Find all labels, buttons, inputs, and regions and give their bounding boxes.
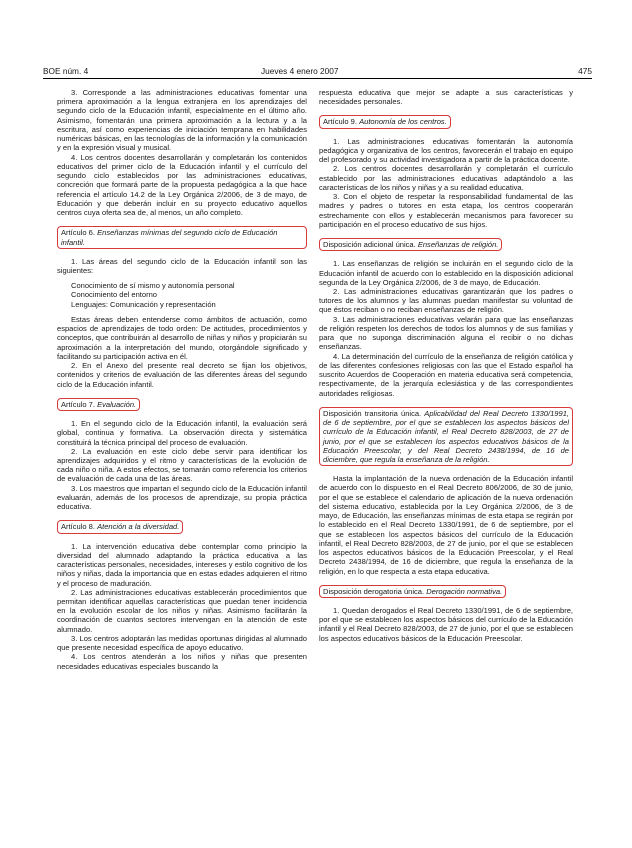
article-9-label: Artículo 9.: [323, 117, 357, 127]
paragraph: 1. Las administraciones educativas fomentarán la autonomía pedagógica y organizativa de los centros, favorecerán el trabajo en equipo del profesorado y su actividad investigadora a partir de la práctica docente.: [319, 136, 573, 165]
article-8-heading: [57, 520, 183, 533]
paragraph: 1. Quedan derogados el Real Decreto 1330/1991, de 6 de septiembre, por el que se establecen los aspectos básicos del currículo de la Educación infantil y el Real Decreto 828/2003, de 27 de junio, por el que se establecen los aspectos educativos básicos de la Educación Preescolar.: [319, 606, 573, 643]
paragraph: 2. Los centros docentes desarrollarán y completarán el currículo establecido por las administraciones educativas adaptándolo a las características de los niños y niñas y a su realidad educativa.: [319, 164, 573, 192]
repeal-provision-label: Disposición derogatoria única.: [323, 586, 425, 596]
article-6-heading: [57, 226, 307, 248]
paragraph: 4. La determinación del currículo de la enseñanza de religión católica y de las diferentes confesiones religiosas con las que el Estado español ha suscrito Acuerdos de Cooperación en materia educativa será competencia, respectivamente, de la jerarquía eclesiástica y de las correspondientes autoridades religiosas.: [319, 351, 573, 398]
left-column: [57, 88, 307, 671]
right-column: [319, 88, 573, 643]
repeal-provision-heading: [319, 585, 506, 598]
header-date: Jueves 4 enero 2007: [261, 66, 339, 76]
transitional-provision-title: Aplicabilidad del Real Decreto 1330/1991, de 6 de septiembre, por el que se establecen los aspectos básicos del currículo de la Educación infantil, el Real Decreto 828/2003, de 27 de junio, por el que se establecen los aspectos educativos básicos de la Educación Preescolar, y del Real Decreto 2438/1994, de 16 de diciembre, que regula la enseñanza de la religión.: [323, 408, 569, 464]
article-6-title: Enseñanzas mínimas del segundo ciclo de Educación infantil.: [61, 228, 278, 247]
paragraph: 2. La evaluación en este ciclo debe servir para identificar los aprendizajes adquiridos y el ritmo y características de la evolución de cada niño o niña. A estos efectos, se tomarán como referencia los criterios de evaluación de cada una de las áreas.: [57, 446, 307, 484]
additional-provision-heading: [319, 238, 502, 251]
paragraph: Hasta la implantación de la nueva ordenación de la Educación infantil de acuerdo con lo dispuesto en el Real Decreto 806/2006, de 30 de junio, por el que se establece el calendario de aplicación de la nueva ordenación del sistema educativo, establecida por la Ley Orgánica 2/2006, de 3 de mayo, de Educación, las enseñanzas mínimas de esta etapa se regirán por lo establecido en el Real Decreto 1330/1991, de 6 de septiembre, por el que se establecen los aspectos básicos del currículo de la Educación infantil, el Real Decreto 828/2003, de 27 de junio, por el que se establecen los aspectos educativos básicos de la Educación Preescolar, y el Real Decreto 2438/1994, de 16 de diciembre, que regula la enseñanza de la religión, en lo que respecta a esta etapa educativa.: [319, 474, 573, 576]
header-rule: [43, 78, 592, 79]
additional-provision-title: Enseñanzas de religión.: [417, 240, 499, 250]
article-8-title: Atención a la diversidad.: [97, 522, 180, 532]
paragraph: 4. Los centros docentes desarrollarán y completarán los contenidos educativos del primer ciclo de la Educación infantil y el currículo del segundo ciclo establecidos por las administraciones educativas, concreción que formará parte de la propuesta pedagógica a la que hace referencia el artículo 14.2 de la Ley Orgánica 2/2006, de 3 de mayo, de Educación y que deberán incluir en su proyecto educativo aquellos centros cuya oferta sea de, al menos, un año completo.: [57, 152, 307, 218]
transitional-provision-label: Disposición transitoria única.: [323, 408, 422, 418]
article-6-label: Artículo 6.: [61, 228, 95, 238]
article-7-heading: [57, 398, 140, 411]
paragraph: 3. Con el objeto de respetar la responsabilidad fundamental de las madres y padres o tutores en esta etapa, los centros cooperarán estrechamente con ellos y establecerán mecanismos para favorecer su participación en el proceso educativo de sus hijos.: [319, 192, 573, 229]
paragraph: 1. En el segundo ciclo de la Educación infantil, la evaluación será global, continua y formativa. La observación directa y sistemática constituirá la técnica principal del proceso de evaluación.: [57, 419, 307, 447]
list-item: Lenguajes: Comunicación y representación: [71, 299, 216, 309]
paragraph: 2. En el Anexo del presente real decreto se fijan los objetivos, contenidos y criterios de evaluación de las diferentes áreas del segundo ciclo de la Educación infantil.: [57, 361, 307, 389]
header-journal: BOE núm. 4: [43, 66, 89, 76]
paragraph: 2. Las administraciones educativas garantizarán que los padres o tutores de los alumnos y las alumnas puedan manifestar su voluntad de que éstos reciban o no reciban enseñanzas de religión.: [319, 286, 573, 315]
article-7-title: Evaluación.: [97, 399, 137, 409]
paragraph: 2. Las administraciones educativas establecerán procedimientos que permitan identificar aquellas características que puedan tener incidencia en la evolución escolar de los niños y niñas. Asimismo facilitarán la coordinación de cuantos sectores intervengan en la atención de este alumnado.: [57, 587, 307, 634]
page-header: [43, 66, 592, 78]
header-page-number: 475: [578, 66, 592, 76]
additional-provision-label: Disposición adicional única.: [323, 240, 416, 250]
paragraph: 3. Los centros adoptarán las medidas oportunas dirigidas al alumnado que presente necesidad específica de apoyo educativo.: [57, 633, 307, 653]
paragraph: 3. Las administraciones educativas velarán para que las enseñanzas de religión respeten los derechos de todos los alumnos y de sus familias y para que no suponga discriminación alguna el recibir o no dichas enseñanzas.: [319, 314, 573, 352]
list-item: Conocimiento de sí mismo y autonomía personal: [71, 281, 235, 291]
paragraph: 3. Corresponde a las administraciones educativas fomentar una primera aproximación a la lengua extranjera en los aprendizajes del segundo ciclo de la Educación infantil, especialmente en el último año. Asimismo, fomentarán una primera aproximación a la lectura y a la escritura, así como experiencias de iniciación temprana en habilidades numéricas básicas, en las tecnologías de la información y la comunicación y en la expresión visual y musical.: [57, 88, 307, 153]
article-9-title: Autonomía de los centros.: [359, 117, 447, 127]
list-item: Conocimiento del entorno: [71, 290, 158, 300]
paragraph: 1. Las enseñanzas de religión se incluirán en el segundo ciclo de la Educación infantil de acuerdo con lo establecido en la disposición adicional segunda de la Ley Orgánica 2/2006, de 3 de mayo, de Educación.: [319, 259, 573, 287]
article-7-label: Artículo 7.: [61, 399, 95, 409]
article-9-heading: [319, 115, 451, 128]
paragraph: 1. La intervención educativa debe contemplar como principio la diversidad del alumnado adaptando la práctica educativa a las características personales, necesidades, intereses y estilo cognitivo de los niños y niñas, dada la importancia que en estas edades adquieren el ritmo y el proceso de maduración.: [57, 541, 307, 588]
article-8-label: Artículo 8.: [61, 522, 95, 532]
paragraph: Estas áreas deben entenderse como ámbitos de actuación, como espacios de aprendizajes de todo orden: De actitudes, procedimientos y conceptos, que contribuirán al desarrollo de niñas y niños y propiciarán su aproximación a la interpretación del mundo, otorgándole significado y facilitando su participación activa en él.: [57, 314, 307, 361]
paragraph: 1. Las áreas del segundo ciclo de la Educación infantil son las siguientes:: [57, 256, 307, 275]
transitional-provision-heading: [319, 407, 573, 466]
paragraph: 3. Los maestros que impartan el segundo ciclo de la Educación infantil evaluarán, además de los procesos de aprendizaje, su propia práctica educativa.: [57, 483, 307, 512]
paragraph: 4. Los centros atenderán a los niños y niñas que presenten necesidades educativas especiales buscando la: [57, 652, 307, 671]
paragraph: respuesta educativa que mejor se adapte a sus características y necesidades personales.: [319, 88, 573, 107]
repeal-provision-title: Derogación normativa.: [426, 586, 503, 596]
